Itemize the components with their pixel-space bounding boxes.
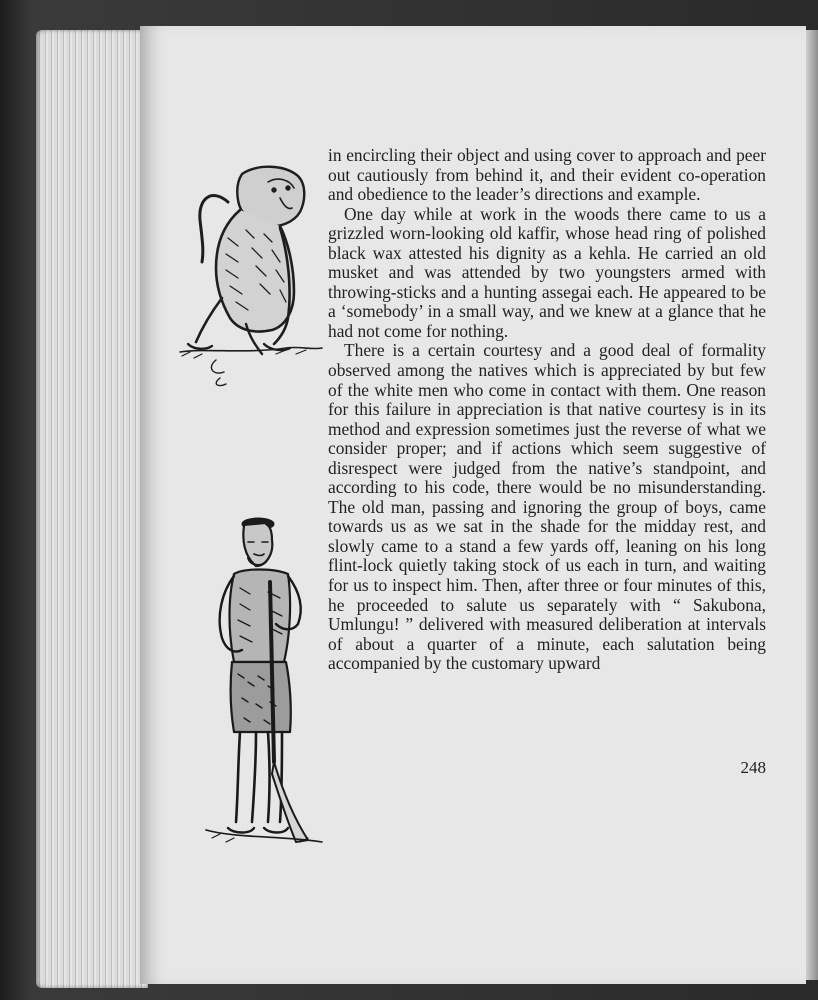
paragraph-old-kaffir: One day while at work in the woods there came to us a grizzled worn-looking old kaffir, whose head ring of polished black wax attested his dignity as a kehla. He carried an old musket and was attended by two youngsters armed with throwing-sticks and a hunting assegai each. He appeared to be a ‘somebody’ in a small way, and we knew at a glance that he had not come for nothing. — [328, 203, 766, 341]
body-text — [328, 146, 766, 674]
page-number: 248 — [740, 758, 766, 777]
baboon-illustration — [176, 158, 326, 390]
page-edges — [36, 30, 148, 988]
facing-page-edge — [806, 30, 818, 980]
native-man-with-musket-illustration — [204, 512, 324, 846]
paragraph-native-courtesy: There is a certain courtesy and a good deal of formality observed among the natives which is appreciated by but few of the white men who come in contact with them. One reason for this failure in appreciation is that native courtesy is in its method and expression sometimes just the reverse of what we consider proper; and if actions which seem suggestive of disrespect were judged from the native’s standpoint, and according to his code, there would be no misunderstanding. The old man, passing and ignoring the group of boys, came towards us as we sat in the shade for the midday rest, and slowly came to a stand a few yards off, leaning on his long flint-lock quietly taking stock of us each in turn, and waiting for us to inspect him. Then, after three or four minutes of this, he proceeded to salute us separately with “ Sakubona, Umlungu! ” delivered with measured deliberation at intervals of about a quarter of a minute, each salutation being accompanied by the customary upward — [328, 340, 766, 674]
paragraph-continuation: in encircling their object and using cover to approach and peer out cautiously from behind it, and their evident co-operation and obedience to the leader’s directions and example. — [328, 145, 766, 205]
